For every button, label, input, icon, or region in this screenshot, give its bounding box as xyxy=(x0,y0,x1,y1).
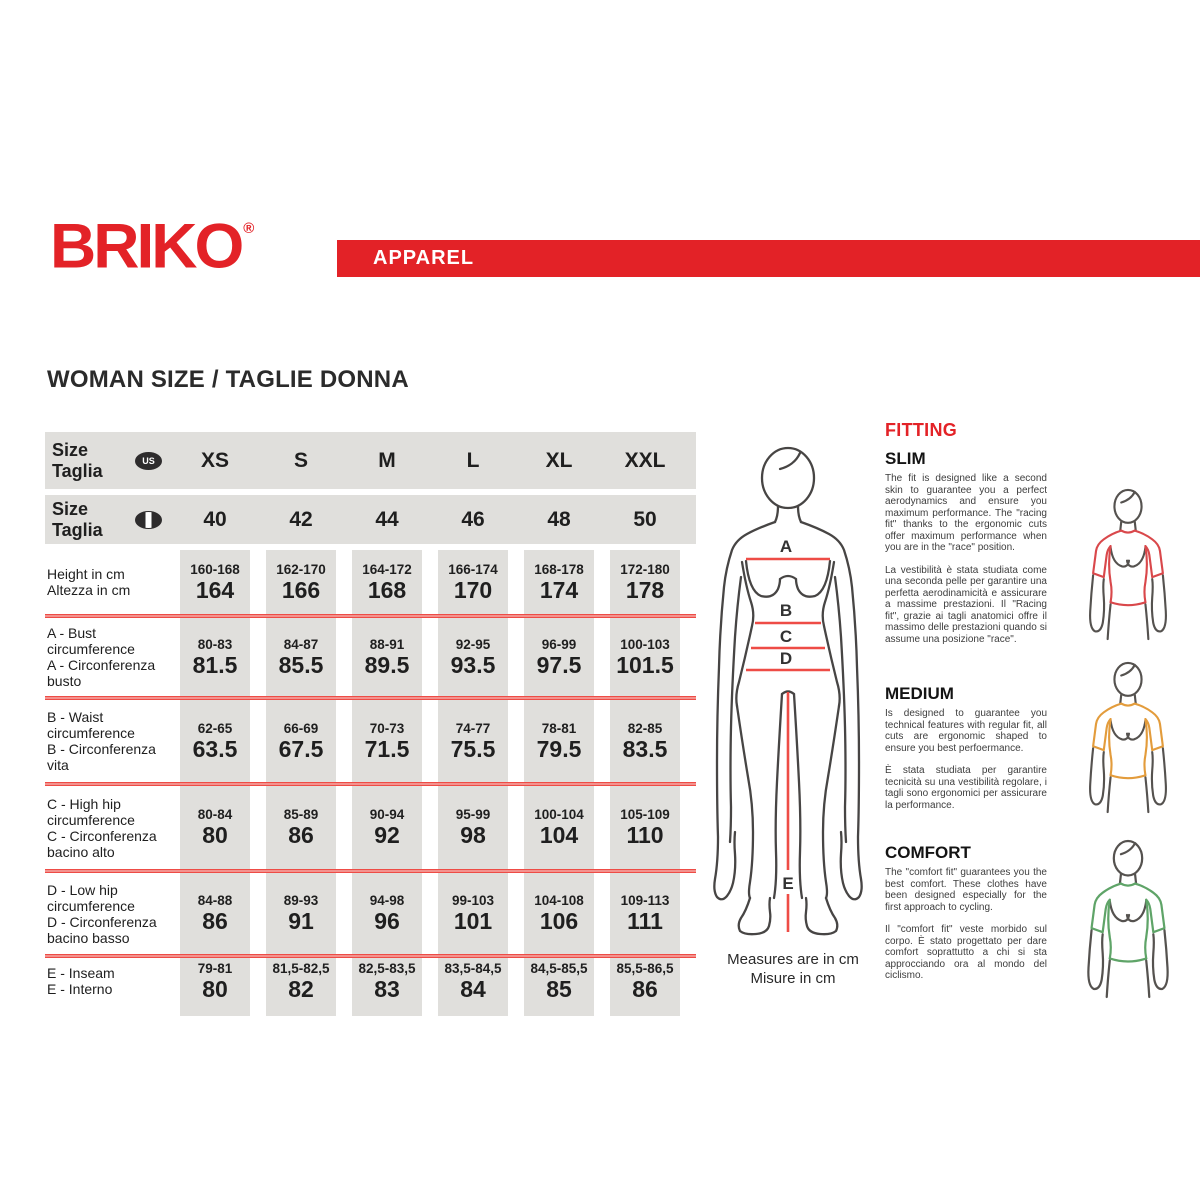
apparel-banner xyxy=(337,240,1200,277)
briko-logo-text: BRIKO xyxy=(50,210,242,282)
fitting-section-comfort xyxy=(885,843,1047,993)
label-d: D xyxy=(779,649,793,668)
body-measurement-figure xyxy=(700,442,885,957)
size-xs: XS xyxy=(200,448,229,472)
size-s: S xyxy=(293,448,308,472)
size-m: M xyxy=(378,448,396,472)
comfort-text-en: The "comfort fit" guarantees you the best comfort. These clothes have been designed especially for the first approach to cycling. xyxy=(885,867,1047,913)
row-divider xyxy=(45,954,696,958)
slim-text-en: The fit is designed like a second skin to guarantee you a perfect aerodynamics and ensure you maximum performance. The "racing fit" thanks to the ergonomic cuts offer maximum performance when you are in the "race" position. xyxy=(885,473,1047,553)
label-a: A xyxy=(779,537,793,556)
comfort-fit-figure-icon xyxy=(1072,838,1184,1005)
size-xl: XL xyxy=(545,448,573,472)
size-42: 42 xyxy=(289,507,313,531)
fitting-section-slim xyxy=(885,449,1047,656)
row-divider xyxy=(45,614,696,618)
label-b: B xyxy=(779,601,793,620)
apparel-banner-label: APPAREL xyxy=(373,247,475,269)
medium-fit-figure-icon xyxy=(1072,660,1184,820)
medium-heading: MEDIUM xyxy=(885,684,954,703)
label-e: E xyxy=(782,874,794,893)
size-l: L xyxy=(466,448,480,472)
size-xxl: XXL xyxy=(624,448,666,472)
slim-fit-figure-icon xyxy=(1072,487,1184,647)
us-flag-icon: US xyxy=(135,452,162,470)
size-table xyxy=(45,432,696,1016)
size-header-label: Size Taglia xyxy=(45,495,164,544)
table-row-waist: B - Waist circumference B - Circonferenza vita 62-65 63.5 66-69 67.5 70-73 71.5 74-77 75.5 78-81 79.5 82-85 83.5 xyxy=(47,709,668,773)
size-header-label: Size Taglia US xyxy=(45,432,164,489)
italy-flag-icon xyxy=(135,511,162,529)
table-row-high-hip: C - High hip circumference C - Circonferenza bacino alto 80-84 80 85-89 86 90-94 92 95-99 98 100-104 104 105-109 110 xyxy=(47,795,670,860)
comfort-text-it: Il "comfort fit" veste morbido sul corpo. È stato progettato per dare comfort soprattutto a chi si sta approcciando ora al mondo del ciclismo. xyxy=(885,924,1047,981)
fitting-section-medium xyxy=(885,684,1047,822)
briko-logo xyxy=(50,210,254,288)
row-divider xyxy=(45,696,696,700)
row-divider xyxy=(45,869,696,873)
medium-text-it: È stata studiata per garantire tecnicità su una vestibilità regolare, i tagli sono ergonomici per assicurare la performance. xyxy=(885,765,1047,811)
size-50: 50 xyxy=(633,507,657,531)
table-row-inseam: E - Inseam E - Interno 79-81 80 81,5-82,5 82 82,5-83,5 83 83,5-84,5 84 84,5-85,5 85 85,5-86,5 86 xyxy=(47,960,674,1002)
measure-note: Measures are in cm Misure in cm xyxy=(727,951,859,987)
size-48: 48 xyxy=(547,507,571,531)
size-40: 40 xyxy=(203,507,227,531)
woman-outline-illustration xyxy=(700,442,885,957)
table-row-height: Height in cm Altezza in cm 160-168 164 162-170 166 164-172 168 166-174 170 168-178 174 172-180 178 xyxy=(47,561,670,603)
size-44: 44 xyxy=(375,507,399,531)
table-row-bust: A - Bust circumference A - Circonferenza busto 80-83 81.5 84-87 85.5 88-91 89.5 92-95 93.5 96-99 97.5 100-103 101.5 xyxy=(47,625,674,689)
registered-mark: ® xyxy=(243,220,255,237)
size-header-row-it xyxy=(45,495,696,544)
size-table-body xyxy=(45,550,696,1016)
label-c: C xyxy=(779,627,793,646)
fitting-title: FITTING xyxy=(885,420,958,440)
comfort-heading: COMFORT xyxy=(885,843,971,862)
slim-text-it: La vestibilità è stata studiata come una seconda pelle per garantire una perfetta aerodinamicità e assicurare a massime prestazioni. Il "Racing fit", grazie ai tagli anatomici offre il massimo delle prestazioni quando si assume una posizione "race". xyxy=(885,564,1047,645)
medium-text-en: Is designed to guarantee you technical features with regular fit, all cuts are ergonomic shaped to ensure you best perfoermance. xyxy=(885,708,1047,754)
size-header-row-us xyxy=(45,432,696,489)
size-46: 46 xyxy=(461,507,485,531)
row-divider xyxy=(45,782,696,786)
slim-heading: SLIM xyxy=(885,449,926,468)
table-row-low-hip: D - Low hip circumference D - Circonferenza bacino basso 84-88 86 89-93 91 94-98 96 99-103 101 104-108 106 109-113 111 xyxy=(47,881,670,946)
page-title: WOMAN SIZE / TAGLIE DONNA xyxy=(47,366,409,393)
